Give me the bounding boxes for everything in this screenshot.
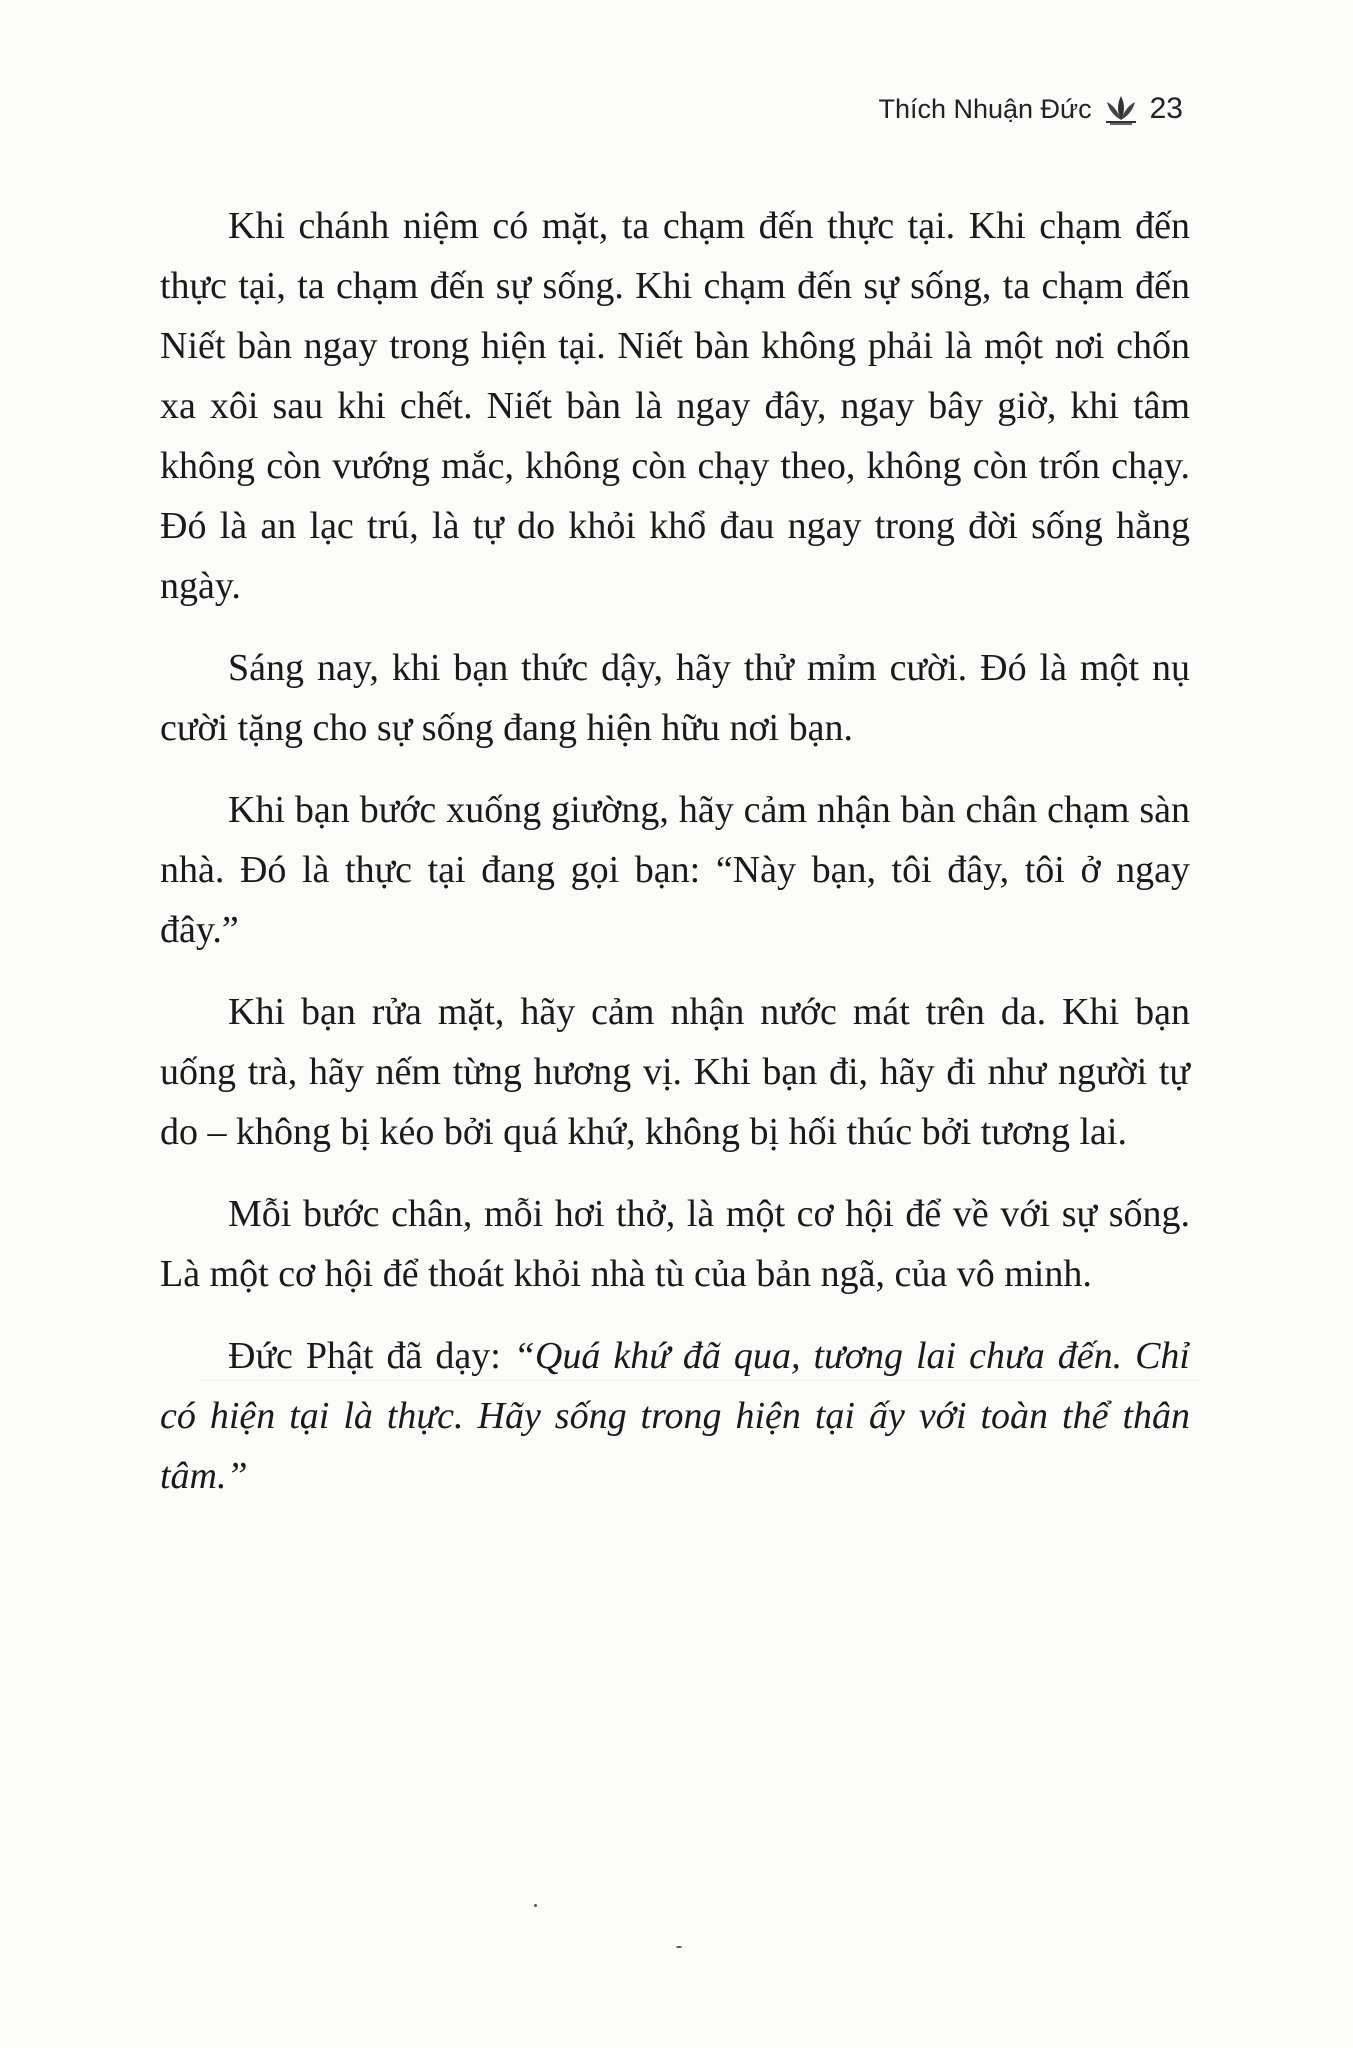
paragraph: Khi bạn bước xuống giường, hãy cảm nhận bàn chân chạm sàn nhà. Đó là thực tại đang gọi bạn: “Này bạn, tôi đây, tôi ở ngay đây.” [160,789,1190,951]
ink-speck [676,1946,682,1948]
ink-speck [534,1904,537,1907]
lotus-ornament-icon [1102,92,1140,126]
paragraph: Khi bạn rửa mặt, hãy cảm nhận nước mát trên da. Khi bạn uống trà, hãy nếm từng hương vị. Khi bạn đi, hãy đi như người tự do – không bị kéo bởi quá khứ, không bị hối thúc bởi tương lai. [160,991,1190,1153]
buddha-quote: “Quá khứ đã qua, tương lai chưa đến. Chỉ có hiện tại là thực. Hãy sống trong hiện tại ấy với toàn thể thân tâm.” [160,1335,1190,1497]
quote-paragraph [160,1326,1190,1506]
header-author: Thích Nhuận Đức [878,93,1092,124]
body-text [160,196,1190,1528]
quote-lead: Đức Phật đã dạy: [228,1335,514,1377]
paragraph: Mỗi bước chân, mỗi hơi thở, là một cơ hội để về với sự sống. Là một cơ hội để thoát khỏi nhà tù của bản ngã, của vô minh. [160,1193,1190,1295]
paragraph: Sáng nay, khi bạn thức dậy, hãy thử mỉm cười. Đó là một nụ cười tặng cho sự sống đang hiện hữu nơi bạn. [160,647,1190,749]
paragraph: Khi chánh niệm có mặt, ta chạm đến thực tại. Khi chạm đến thực tại, ta chạm đến sự sống. Khi chạm đến sự sống, ta chạm đến Niết bàn ngay trong hiện tại. Niết bàn không phải là một nơi chốn xa xôi sau khi chết. Niết bàn là ngay đây, ngay bây giờ, khi tâm không còn vướng mắc, không còn chạy theo, không còn trốn chạy. Đó là an lạc trú, là tự do khỏi khổ đau ngay trong đời sống hằng ngày. [160,205,1190,607]
page-number: 23 [1149,92,1183,125]
running-header [878,92,1183,126]
